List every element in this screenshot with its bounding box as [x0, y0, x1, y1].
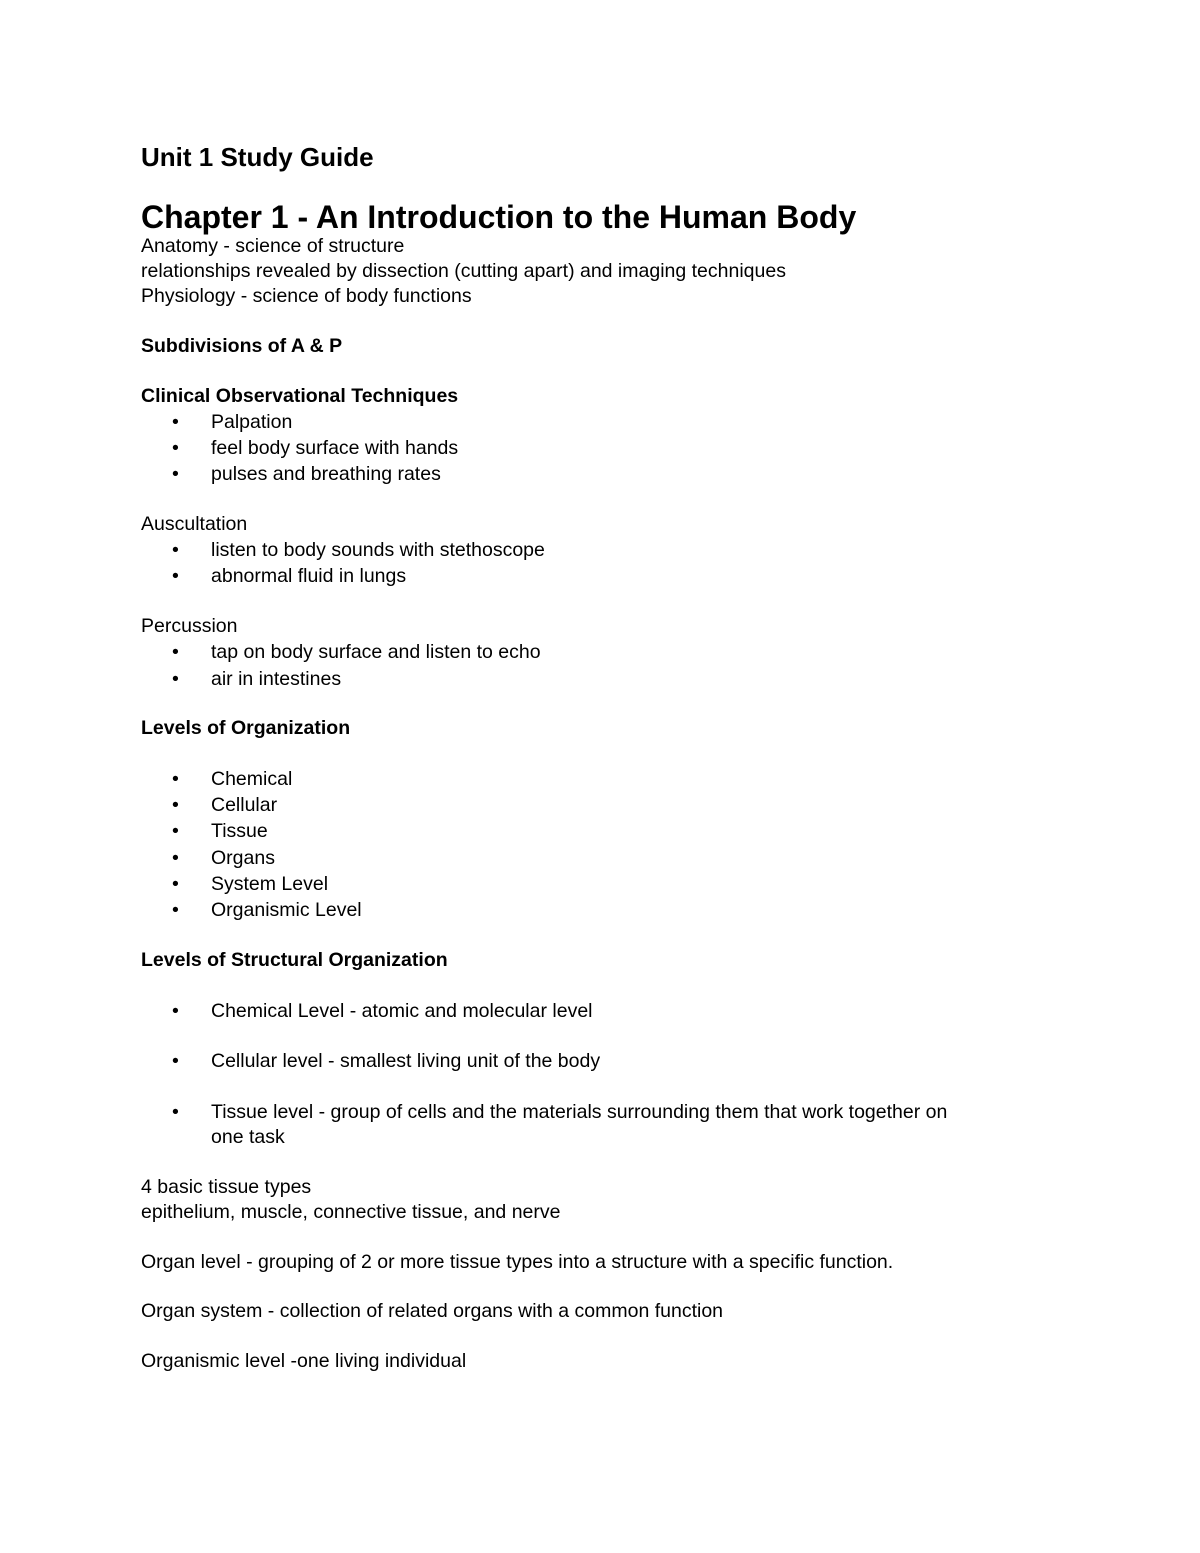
bullet-icon: •: [172, 1000, 179, 1022]
percussion-heading: Percussion: [141, 615, 238, 637]
bullet-icon: •: [172, 847, 179, 869]
bullet-icon: •: [172, 539, 179, 561]
list-item: feel body surface with hands: [211, 437, 459, 459]
chapter-title: Chapter 1 - An Introduction to the Human Body: [141, 199, 857, 235]
organismic-level-text: Organismic level -one living individual: [141, 1350, 467, 1372]
list-item: Cellular level - smallest living unit of the body: [211, 1050, 601, 1072]
intro-relationships: relationships revealed by dissection (cutting apart) and imaging techniques: [141, 260, 786, 282]
list-item: Tissue: [211, 820, 268, 842]
list-item-continuation: one task: [211, 1126, 285, 1148]
organ-system-text: Organ system - collection of related organs with a common function: [141, 1300, 724, 1322]
bullet-icon: •: [172, 411, 179, 433]
bullet-icon: •: [172, 1101, 179, 1123]
clinical-heading: Clinical Observational Techniques: [141, 385, 459, 407]
list-item: System Level: [211, 873, 329, 895]
intro-anatomy: Anatomy - science of structure: [141, 235, 405, 257]
bullet-icon: •: [172, 768, 179, 790]
auscultation-heading: Auscultation: [141, 513, 248, 535]
organ-level-text: Organ level - grouping of 2 or more tissue types into a structure with a specific function.: [141, 1251, 894, 1273]
list-item: air in intestines: [211, 668, 342, 690]
list-item: Organismic Level: [211, 899, 362, 921]
bullet-icon: •: [172, 899, 179, 921]
bullet-icon: •: [172, 463, 179, 485]
list-item: Chemical: [211, 768, 293, 790]
list-item: tap on body surface and listen to echo: [211, 641, 541, 663]
bullet-icon: •: [172, 794, 179, 816]
list-item: pulses and breathing rates: [211, 463, 441, 485]
list-item: abnormal fluid in lungs: [211, 565, 407, 587]
bullet-icon: •: [172, 873, 179, 895]
list-item: Cellular: [211, 794, 278, 816]
bullet-icon: •: [172, 641, 179, 663]
tissue-types-heading: 4 basic tissue types: [141, 1176, 312, 1198]
bullet-icon: •: [172, 1050, 179, 1072]
intro-physiology: Physiology - science of body functions: [141, 285, 472, 307]
unit-title: Unit 1 Study Guide: [141, 142, 374, 172]
bullet-icon: •: [172, 820, 179, 842]
list-item: Palpation: [211, 411, 293, 433]
list-item: Tissue level - group of cells and the materials surrounding them that work together on: [211, 1101, 948, 1123]
list-item: Chemical Level - atomic and molecular level: [211, 1000, 593, 1022]
list-item: Organs: [211, 847, 275, 869]
levels-heading: Levels of Organization: [141, 717, 351, 739]
list-item: listen to body sounds with stethoscope: [211, 539, 545, 561]
bullet-icon: •: [172, 565, 179, 587]
structural-heading: Levels of Structural Organization: [141, 949, 448, 971]
bullet-icon: •: [172, 437, 179, 459]
subdivisions-heading: Subdivisions of A & P: [141, 335, 343, 357]
bullet-icon: •: [172, 668, 179, 690]
tissue-types-text: epithelium, muscle, connective tissue, and nerve: [141, 1201, 561, 1223]
